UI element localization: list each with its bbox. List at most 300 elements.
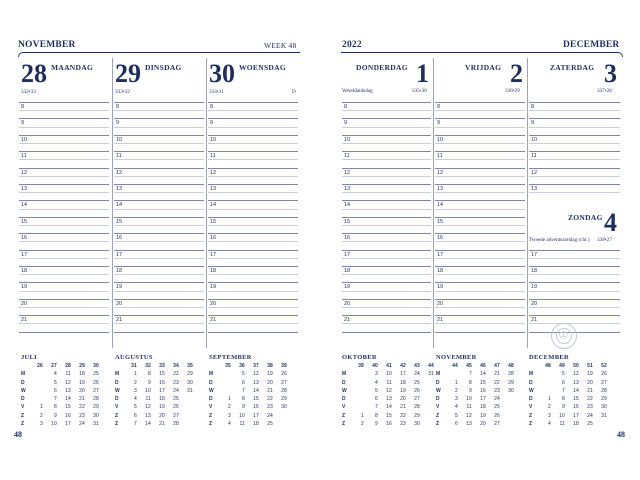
calendar-date: 14	[480, 371, 486, 378]
calendar-date: 4	[227, 421, 231, 428]
week-number: 28	[65, 363, 71, 369]
hour-label: 19	[437, 284, 444, 291]
day-number: 1	[416, 59, 429, 88]
hour-rule	[19, 299, 109, 300]
hour-label: 9	[344, 120, 348, 127]
calendar-date: 20	[159, 412, 165, 419]
calendar-date: 23	[173, 379, 179, 386]
calendar-date: 15	[159, 371, 165, 378]
calendar-date: 5	[561, 371, 565, 378]
weekday-letter: W	[21, 387, 26, 394]
hour-rule	[114, 266, 204, 267]
calendar-date	[350, 370, 364, 378]
hour-label: 9	[21, 120, 25, 127]
week-number: 48	[545, 363, 551, 369]
calendar-date: 15	[480, 379, 486, 386]
hour-label: 11	[344, 153, 350, 160]
hour-rule	[435, 332, 525, 333]
calendar-date: 22	[587, 396, 593, 403]
half-hour-rule	[342, 307, 431, 308]
calendar-date: 24	[414, 371, 420, 378]
half-hour-rule	[208, 176, 298, 177]
calendar-date	[420, 395, 434, 403]
half-hour-rule	[342, 176, 431, 177]
hour-label: 18	[21, 268, 28, 274]
half-hour-rule	[342, 274, 431, 275]
hour-label: 20	[21, 300, 28, 307]
hour-label: 20	[437, 300, 444, 307]
day-note: Tweede adventszondag (chr.)	[529, 237, 590, 243]
calendar-date	[500, 412, 514, 420]
calendar-date: 16	[65, 412, 71, 419]
calendar-date: 20	[400, 396, 406, 403]
half-hour-rule	[208, 143, 298, 144]
calendar-date: 23	[494, 387, 500, 394]
half-hour-rule	[114, 143, 204, 144]
calendar-date: 13	[145, 412, 151, 419]
hour-rule	[435, 200, 525, 201]
hour-rule	[435, 250, 525, 251]
mini-calendar-title: JULI	[21, 354, 38, 361]
calendar-date: 28	[281, 387, 287, 394]
hour-rule	[114, 200, 204, 201]
half-hour-rule	[342, 241, 431, 242]
hour-rule	[342, 118, 431, 119]
calendar-date: 13	[65, 387, 71, 394]
half-hour-rule	[342, 143, 431, 144]
hour-rule	[114, 299, 204, 300]
calendar-date: 7	[133, 421, 137, 428]
day-number: 4	[604, 208, 617, 237]
calendar-date: 25	[587, 421, 593, 428]
calendar-date: 10	[51, 421, 57, 428]
month-title-right: DECEMBER	[563, 40, 620, 50]
hour-rule	[529, 118, 620, 119]
hour-rule	[208, 233, 298, 234]
calendar-date: 13	[466, 421, 472, 428]
half-hour-rule	[342, 225, 431, 226]
hour-rule	[342, 299, 431, 300]
calendar-date: 17	[400, 371, 406, 378]
calendar-date	[29, 370, 43, 378]
week-label: WEEK 48	[264, 41, 297, 50]
calendar-date: 9	[374, 421, 378, 428]
hour-label: 10	[344, 136, 351, 143]
calendar-date: 16	[386, 421, 392, 428]
half-hour-rule	[529, 307, 620, 308]
half-hour-rule	[208, 323, 298, 324]
half-hour-rule	[529, 176, 620, 177]
mini-calendar-title: SEPTEMBER	[209, 354, 252, 361]
calendar-date	[593, 420, 607, 428]
hour-rule	[208, 102, 298, 103]
weekday-letter: Z	[21, 421, 25, 428]
calendar-date: 31	[93, 421, 99, 428]
half-hour-rule	[114, 127, 204, 128]
hour-label: 9	[437, 120, 441, 127]
calendar-date: 26	[601, 371, 607, 378]
calendar-date: 8	[468, 379, 472, 386]
week-number: 33	[159, 363, 165, 369]
half-hour-rule	[208, 307, 298, 308]
calendar-date: 5	[454, 412, 458, 419]
calendar-date	[179, 395, 193, 403]
hour-label: 10	[437, 136, 444, 143]
hour-label: 13	[344, 186, 351, 192]
hour-rule	[19, 250, 109, 251]
hour-label: 18	[344, 268, 351, 274]
week-number: 35	[187, 363, 193, 369]
hour-rule	[529, 299, 620, 300]
hour-rule	[114, 102, 204, 103]
hour-label: 15	[344, 218, 351, 225]
calendar-date: 1	[133, 371, 137, 378]
calendar-date	[350, 403, 364, 411]
calendar-date: 22	[400, 412, 406, 419]
hour-label: 11	[437, 153, 443, 160]
calendar-date: 1	[547, 396, 551, 403]
hour-label: 19	[210, 284, 217, 291]
calendar-date: 10	[145, 387, 151, 394]
calendar-date: 27	[601, 379, 607, 386]
hour-rule	[114, 250, 204, 251]
hour-rule	[114, 168, 204, 169]
hour-rule	[435, 299, 525, 300]
half-hour-rule	[208, 127, 298, 128]
calendar-date: 30	[281, 404, 287, 411]
calendar-date: 18	[400, 379, 406, 386]
hour-rule	[208, 168, 298, 169]
calendar-date: 6	[241, 379, 245, 386]
calendar-date: 31	[428, 371, 434, 378]
half-hour-rule	[114, 176, 204, 177]
calendar-date: 9	[468, 387, 472, 394]
half-hour-rule	[19, 258, 109, 259]
hour-rule	[342, 315, 431, 316]
hour-label: 20	[531, 300, 538, 307]
calendar-date: 15	[253, 396, 259, 403]
half-hour-rule	[208, 291, 298, 292]
half-hour-rule	[435, 209, 525, 210]
hour-label: 12	[437, 169, 444, 176]
hour-rule	[529, 151, 620, 152]
calendar-date: 24	[267, 412, 273, 419]
hour-rule	[19, 233, 109, 234]
hour-label: 21	[531, 317, 538, 324]
hour-label: 9	[531, 120, 535, 127]
calendar-date: 25	[414, 379, 420, 386]
calendar-date: 3	[454, 396, 458, 403]
mini-calendar-title: DECEMBER	[529, 354, 569, 361]
weekday-letter: M	[436, 371, 441, 378]
weekday-letter: V	[436, 404, 440, 411]
weekday-letter: Z	[342, 412, 346, 419]
week-number: 43	[414, 363, 420, 369]
half-hour-rule	[435, 110, 525, 111]
hour-label: 15	[116, 218, 123, 225]
weekday-letter: Z	[342, 421, 346, 428]
hour-rule	[529, 168, 620, 169]
calendar-date: 2	[454, 387, 458, 394]
half-hour-rule	[208, 209, 298, 210]
calendar-date: 7	[53, 396, 57, 403]
calendar-date: 15	[65, 404, 71, 411]
calendar-date: 5	[133, 404, 137, 411]
half-hour-rule	[529, 127, 620, 128]
hour-label: 21	[344, 317, 351, 324]
day-name: DINSDAG	[145, 63, 182, 72]
week-number: 26	[37, 363, 43, 369]
hour-rule	[19, 315, 109, 316]
day-name: VRIJDAG	[465, 63, 502, 72]
hour-label: 20	[344, 300, 351, 307]
calendar-date: 25	[494, 404, 500, 411]
page-number-left: 48	[14, 430, 22, 439]
weekday-letter: M	[209, 371, 214, 378]
hour-label: 12	[531, 169, 538, 176]
calendar-date: 11	[239, 421, 245, 428]
mini-calendar-december	[529, 354, 622, 428]
half-hour-rule	[114, 159, 204, 160]
week-number: 52	[601, 363, 607, 369]
half-hour-rule	[19, 110, 109, 111]
calendar-date: 20	[267, 379, 273, 386]
weekday-letter: Z	[529, 412, 533, 419]
hour-label: 18	[437, 268, 444, 274]
day-count: 336•29	[505, 88, 520, 94]
calendar-date: 27	[414, 396, 420, 403]
calendar-date	[179, 420, 193, 428]
hour-rule	[19, 282, 109, 283]
calendar-date: 4	[374, 379, 378, 386]
calendar-date: 12	[386, 387, 392, 394]
month-title-left: NOVEMBER	[18, 40, 76, 50]
half-hour-rule	[342, 323, 431, 324]
hour-rule	[435, 217, 525, 218]
hour-rule	[19, 168, 109, 169]
half-hour-rule	[114, 110, 204, 111]
calendar-date: 4	[547, 421, 551, 428]
calendar-date: 3	[39, 421, 43, 428]
calendar-date: 26	[281, 371, 287, 378]
calendar-date: 17	[65, 421, 71, 428]
calendar-date: 1	[39, 404, 43, 411]
week-number: 39	[281, 363, 287, 369]
calendar-date: 2	[227, 404, 231, 411]
calendar-date: 2	[39, 412, 43, 419]
weekday-letter: Z	[436, 421, 440, 428]
hour-rule	[19, 151, 109, 152]
hour-label: 13	[116, 186, 123, 192]
hour-rule	[208, 135, 298, 136]
week-number: 30	[93, 363, 99, 369]
half-hour-rule	[435, 241, 525, 242]
calendar-date	[420, 420, 434, 428]
day-count: 338•27	[597, 237, 612, 243]
calendar-date: 31	[187, 387, 193, 394]
calendar-date: 16	[573, 404, 579, 411]
week-number: 34	[173, 363, 179, 369]
calendar-date: 18	[159, 396, 165, 403]
week-number: 39	[358, 363, 364, 369]
calendar-date: 30	[601, 404, 607, 411]
calendar-date: 18	[480, 404, 486, 411]
day-number: 28	[21, 59, 47, 88]
calendar-date: 7	[241, 387, 245, 394]
calendar-date: 30	[93, 412, 99, 419]
hour-label: 8	[116, 104, 120, 110]
hour-rule	[529, 315, 620, 316]
calendar-date: 25	[173, 396, 179, 403]
calendar-date: 11	[145, 396, 151, 403]
hour-label: 11	[210, 153, 216, 160]
calendar-date	[217, 379, 231, 387]
half-hour-rule	[19, 159, 109, 160]
calendar-date	[537, 370, 551, 378]
half-hour-rule	[435, 176, 525, 177]
calendar-date: 12	[253, 371, 259, 378]
day-count: 337•28	[597, 88, 612, 94]
week-number: 49	[559, 363, 565, 369]
calendar-date: 18	[79, 371, 85, 378]
calendar-date: 6	[374, 396, 378, 403]
calendar-date: 27	[494, 421, 500, 428]
day-name: MAANDAG	[51, 63, 94, 72]
calendar-date	[500, 395, 514, 403]
half-hour-rule	[208, 192, 298, 193]
hour-label: 16	[21, 235, 28, 242]
hour-rule	[19, 266, 109, 267]
hour-label: 14	[437, 202, 444, 209]
week-number: 41	[386, 363, 392, 369]
calendar-date: 23	[79, 412, 85, 419]
half-hour-rule	[342, 192, 431, 193]
hour-rule	[342, 332, 431, 333]
hour-rule	[342, 282, 431, 283]
calendar-date: 6	[133, 412, 137, 419]
day-number: 2	[510, 59, 523, 88]
column-divider	[433, 58, 434, 348]
calendar-date: 6	[561, 379, 565, 386]
calendar-date	[29, 387, 43, 395]
hour-rule	[19, 184, 109, 185]
day-number: 3	[604, 59, 617, 88]
hour-label: 18	[531, 268, 538, 274]
calendar-date: 22	[494, 379, 500, 386]
half-hour-rule	[114, 192, 204, 193]
weekday-letter: D	[529, 379, 533, 386]
hour-label: 21	[21, 317, 28, 324]
hour-label: 19	[344, 284, 351, 291]
calendar-date: 11	[386, 379, 392, 386]
hour-rule	[114, 315, 204, 316]
week-number: 50	[573, 363, 579, 369]
hour-label: 17	[437, 251, 444, 258]
column-divider	[112, 58, 113, 348]
day-note: Wereldaidsdag	[342, 88, 373, 94]
calendar-date: 20	[587, 379, 593, 386]
calendar-date	[350, 379, 364, 387]
hour-label: 17	[21, 251, 28, 258]
hour-label: 17	[116, 251, 123, 258]
calendar-date: 24	[79, 421, 85, 428]
week-number: 31	[131, 363, 137, 369]
day-count: 334•31	[209, 89, 224, 95]
calendar-date: 26	[173, 404, 179, 411]
calendar-date: 30	[508, 387, 514, 394]
calendar-date: 3	[133, 387, 137, 394]
calendar-date: 2	[360, 421, 364, 428]
hour-label: 16	[116, 235, 123, 242]
hour-label: 8	[21, 104, 25, 110]
calendar-date: 5	[53, 379, 57, 386]
calendar-date: 2	[547, 404, 551, 411]
week-number: 35	[225, 363, 231, 369]
hour-label: 16	[210, 235, 217, 242]
hour-label: 13	[531, 186, 538, 192]
calendar-date: 6	[53, 387, 57, 394]
day-name: DONDERDAG	[356, 63, 408, 72]
hour-label: 10	[116, 136, 123, 143]
calendar-date: 25	[267, 421, 273, 428]
calendar-date: 10	[386, 371, 392, 378]
half-hour-rule	[19, 143, 109, 144]
hour-rule	[208, 315, 298, 316]
calendar-date: 12	[145, 404, 151, 411]
hour-rule	[208, 200, 298, 201]
calendar-date: 24	[587, 412, 593, 419]
hour-label: 19	[21, 284, 28, 291]
weekday-letter: M	[115, 371, 120, 378]
calendar-date: 26	[93, 379, 99, 386]
half-hour-rule	[114, 307, 204, 308]
hour-label: 9	[116, 120, 120, 127]
column-divider	[527, 58, 528, 348]
calendar-date: 29	[601, 396, 607, 403]
hour-rule	[19, 135, 109, 136]
week-number: 42	[400, 363, 406, 369]
calendar-date: 9	[147, 379, 151, 386]
calendar-date: 14	[253, 387, 259, 394]
calendar-date	[444, 370, 458, 378]
calendar-date: 22	[79, 404, 85, 411]
calendar-date	[29, 395, 43, 403]
hour-rule	[342, 200, 431, 201]
calendar-date: 1	[360, 412, 364, 419]
calendar-date: 17	[573, 412, 579, 419]
calendar-date: 29	[187, 371, 193, 378]
hour-rule	[342, 184, 431, 185]
hour-rule	[19, 102, 109, 103]
hour-label: 21	[437, 317, 444, 324]
calendar-date	[179, 403, 193, 411]
hour-rule	[435, 135, 525, 136]
calendar-date: 29	[281, 396, 287, 403]
week-number: 29	[79, 363, 85, 369]
hour-rule	[208, 282, 298, 283]
half-hour-rule	[114, 274, 204, 275]
weekday-letter: Z	[436, 412, 440, 419]
weekday-letter: D	[342, 396, 346, 403]
weekday-letter: W	[115, 387, 120, 394]
calendar-date: 1	[454, 379, 458, 386]
hour-label: 18	[210, 268, 217, 274]
hour-label: 11	[21, 153, 27, 160]
hour-label: 17	[210, 251, 217, 258]
hour-rule	[19, 118, 109, 119]
calendar-date: 10	[559, 412, 565, 419]
calendar-date: 18	[573, 421, 579, 428]
